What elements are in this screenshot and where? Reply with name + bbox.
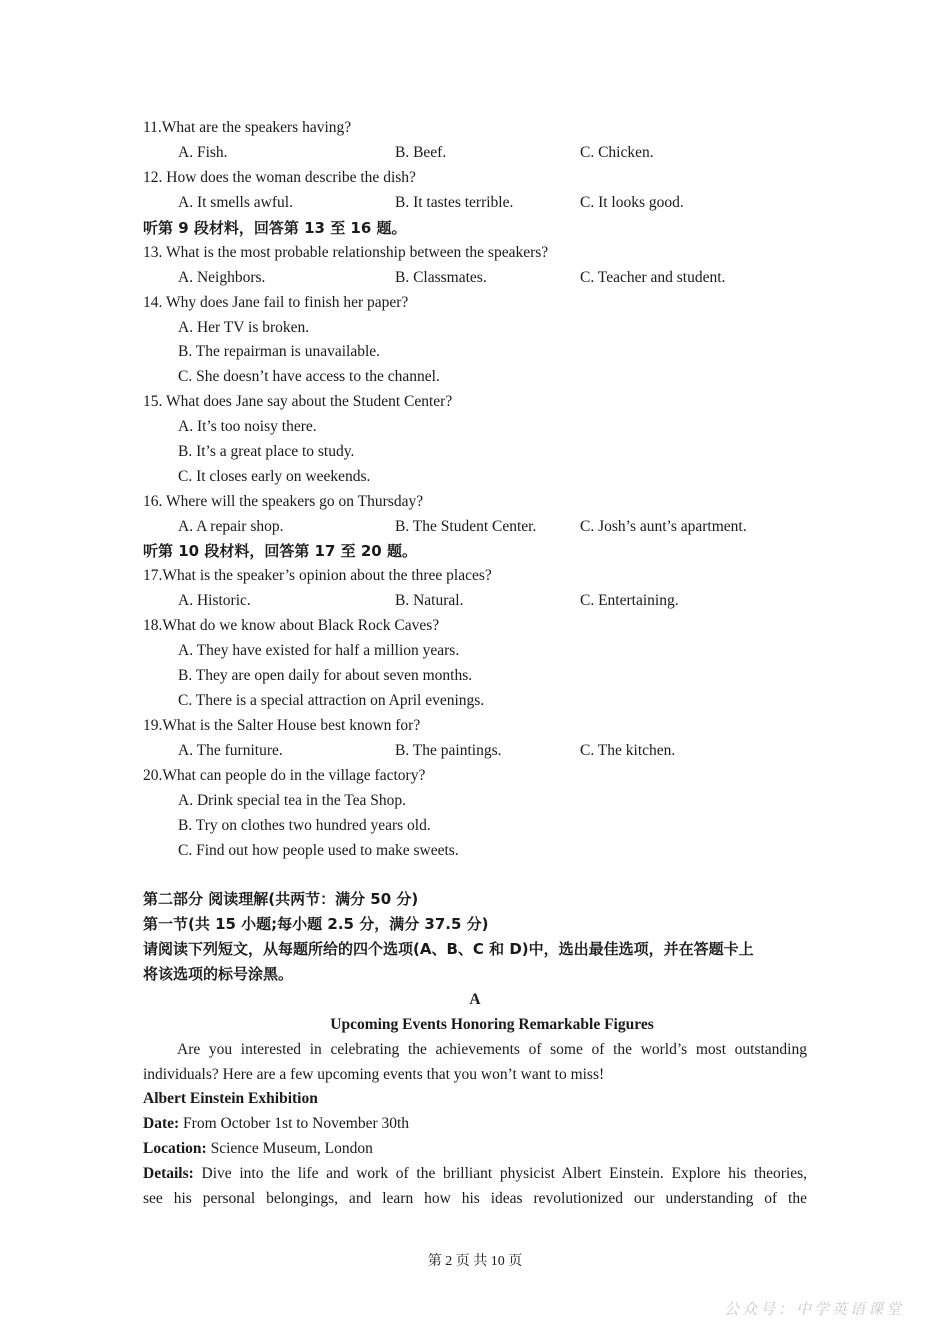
watermark: 公众号：中学英语课堂 — [723, 1300, 904, 1318]
question-18-option-c: C. There is a special attraction on April evenings. — [178, 692, 485, 709]
location-label: Location: — [143, 1140, 207, 1157]
question-12-option-a: A. It smells awful. — [178, 194, 293, 211]
page-number: 第 2 页 共 10 页 — [427, 1254, 523, 1269]
passage-intro-line-2: individuals? Here are a few upcoming events that you won’t want to miss! — [143, 1066, 605, 1083]
question-15-option-b: B. It’s a great place to study. — [178, 443, 355, 460]
question-16-option-a: A. A repair shop. — [178, 518, 284, 535]
question-17-option-a: A. Historic. — [178, 592, 251, 609]
question-17-stem: 17.What is the speaker’s opinion about the three places? — [143, 567, 492, 584]
question-18-option-b: B. They are open daily for about seven months. — [178, 667, 473, 684]
question-19-stem: 19.What is the Salter House best known for? — [143, 717, 421, 734]
question-14-stem: 14. Why does Jane fail to finish her paper? — [143, 294, 409, 311]
question-13-stem: 13. What is the most probable relationship between the speakers? — [143, 244, 549, 261]
question-14-option-b: B. The repairman is unavailable. — [178, 343, 381, 360]
question-15-stem: 15. What does Jane say about the Student Center? — [143, 393, 453, 410]
question-20-option-c: C. Find out how people used to make sweets. — [178, 842, 459, 859]
location-value: Science Museum, London — [206, 1140, 373, 1157]
question-16-option-c: C. Josh’s aunt’s apartment. — [580, 518, 747, 535]
question-12-option-c: C. It looks good. — [580, 194, 684, 211]
section-9-instruction: 听第 9 段材料，回答第 13 至 16 题。 — [143, 219, 407, 237]
event-details-line-2: see his personal belongings, and learn how his ideas revolutionized our understanding of the — [143, 1190, 807, 1207]
question-13-option-c: C. Teacher and student. — [580, 269, 726, 286]
question-11-stem: 11.What are the speakers having? — [143, 119, 352, 136]
question-13-option-a: A. Neighbors. — [178, 269, 266, 286]
passage-intro-line-1 — [143, 1037, 807, 1062]
passage-intro-text-1: Are you interested in celebrating the achievements of some of the world’s most outstanding — [177, 1041, 807, 1058]
question-16-option-b: B. The Student Center. — [395, 518, 537, 535]
event-date — [143, 1114, 409, 1134]
part-2-heading: 第二部分 阅读理解(共两节：满分 50 分) — [143, 890, 419, 908]
question-11-option-c: C. Chicken. — [580, 144, 654, 161]
question-18-stem: 18.What do we know about Black Rock Caves? — [143, 617, 440, 634]
question-17-option-c: C. Entertaining. — [580, 592, 679, 609]
question-20-option-a: A. Drink special tea in the Tea Shop. — [178, 792, 407, 809]
question-12-option-b: B. It tastes terrible. — [395, 194, 514, 211]
passage-letter: A — [469, 991, 481, 1008]
event-location — [143, 1139, 373, 1159]
reading-instruction-line-2: 将该选项的标号涂黑。 — [143, 965, 294, 983]
question-20-option-b: B. Try on clothes two hundred years old. — [178, 817, 431, 834]
event-details-line-1 — [143, 1161, 807, 1186]
details-label: Details: — [143, 1165, 194, 1182]
passage-title: Upcoming Events Honoring Remarkable Figures — [330, 1016, 654, 1033]
question-13-option-b: B. Classmates. — [395, 269, 487, 286]
question-11-option-a: A. Fish. — [178, 144, 228, 161]
question-17-option-b: B. Natural. — [395, 592, 464, 609]
event-name: Albert Einstein Exhibition — [143, 1090, 318, 1107]
section-10-instruction: 听第 10 段材料，回答第 17 至 20 题。 — [143, 542, 417, 560]
section-1-heading: 第一节(共 15 小题;每小题 2.5 分，满分 37.5 分) — [143, 915, 489, 933]
reading-instruction-line-1: 请阅读下列短文，从每题所给的四个选项(A、B、C 和 D)中，选出最佳选项，并在答题卡上 — [143, 940, 754, 958]
question-20-stem: 20.What can people do in the village factory? — [143, 767, 426, 784]
question-15-option-a: A. It’s too noisy there. — [178, 418, 317, 435]
details-text-1: Dive into the life and work of the brilliant physicist Albert Einstein. Explore his theories, — [193, 1165, 807, 1182]
question-16-stem: 16. Where will the speakers go on Thursday? — [143, 493, 424, 510]
question-15-option-c: C. It closes early on weekends. — [178, 468, 371, 485]
date-label: Date: — [143, 1115, 180, 1132]
question-19-option-c: C. The kitchen. — [580, 742, 676, 759]
question-18-option-a: A. They have existed for half a million years. — [178, 642, 460, 659]
question-11-option-b: B. Beef. — [395, 144, 447, 161]
question-19-option-a: A. The furniture. — [178, 742, 283, 759]
date-value: From October 1st to November 30th — [179, 1115, 410, 1132]
question-12-stem: 12. How does the woman describe the dish? — [143, 169, 416, 186]
question-14-option-c: C. She doesn’t have access to the channel. — [178, 368, 440, 385]
question-14-option-a: A. Her TV is broken. — [178, 319, 310, 336]
question-19-option-b: B. The paintings. — [395, 742, 502, 759]
